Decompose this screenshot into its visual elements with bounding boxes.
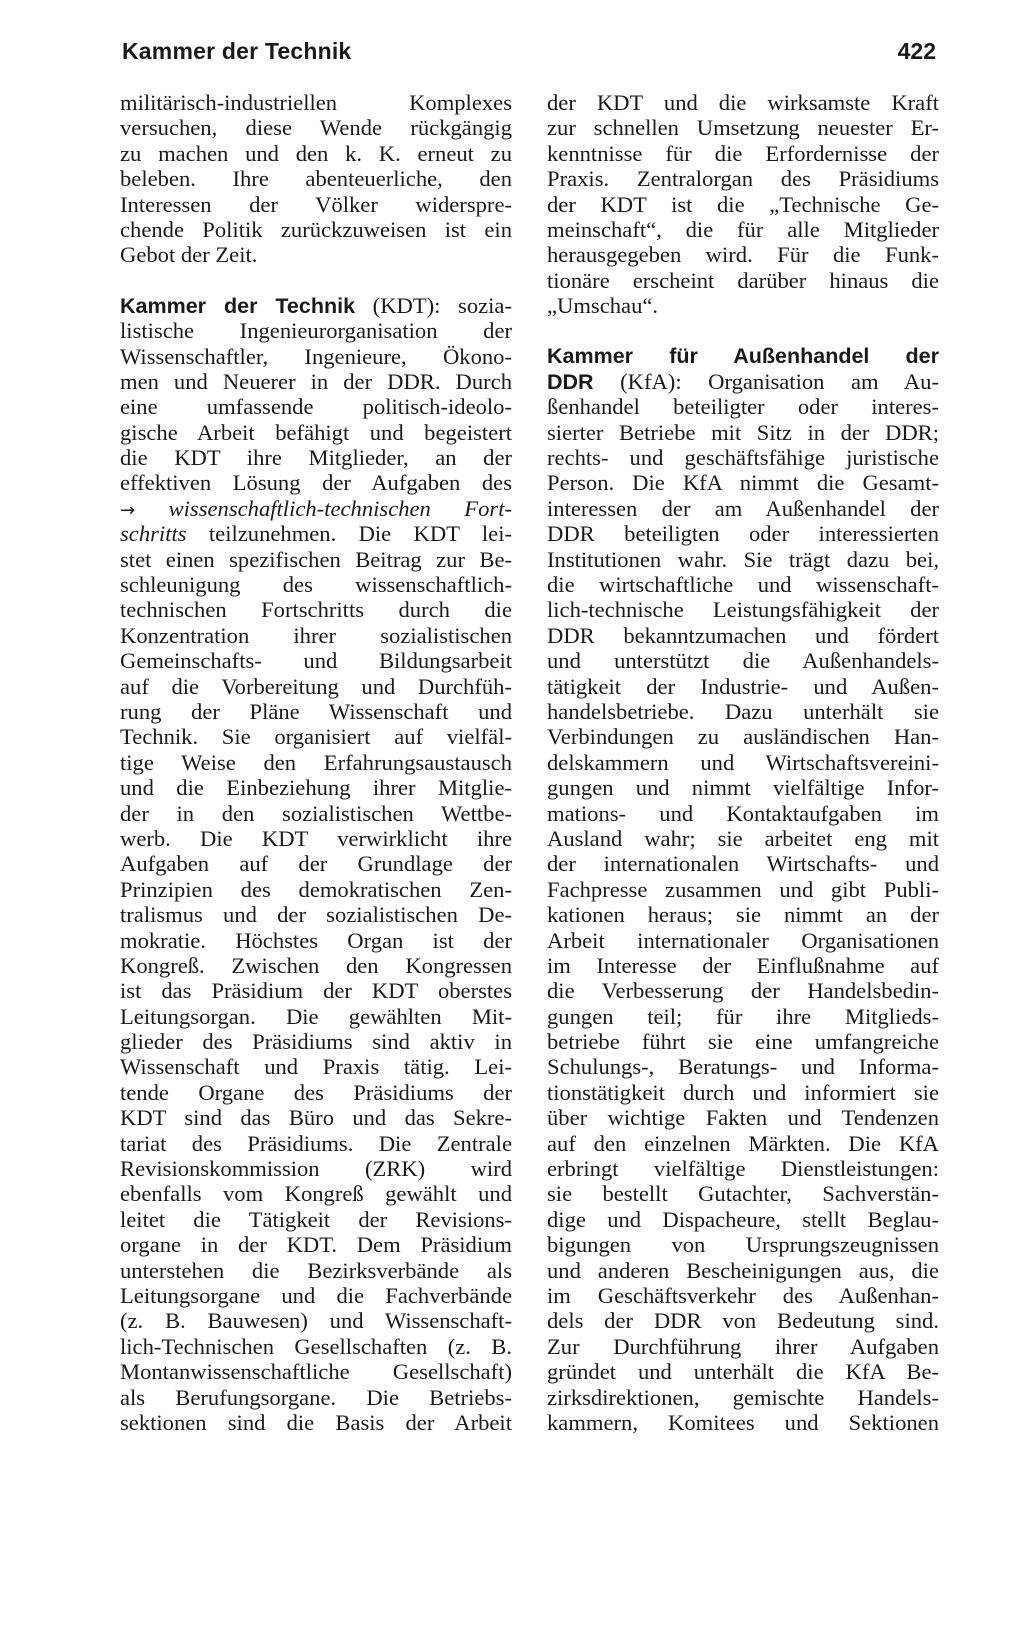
text-line: rechts- und geschäftsfähige juristische [547, 445, 939, 471]
text-line: und unterstützt die Außenhandels- [547, 648, 939, 674]
text-line: als Berufungsorgane. Die Betriebs- [120, 1384, 512, 1410]
text-line: Aufgaben auf der Grundlage der [120, 851, 512, 877]
text-line: Zur Durchführung ihrer Aufgaben [547, 1333, 939, 1359]
text-line: die Verbesserung der Handelsbedin- [547, 978, 939, 1004]
text-line: bigungen von Ursprungszeugnissen [547, 1232, 939, 1258]
text-line: tätigkeit der Industrie- und Außen- [547, 673, 939, 699]
text-line: Montanwissenschaftliche Gesellschaft) [120, 1359, 512, 1385]
continued-entry-text [120, 90, 512, 268]
page-number: 422 [897, 38, 936, 64]
text-line: (z. B. Bauwesen) und Wissenschaft- [120, 1308, 512, 1334]
text-line: dels der DDR von Bedeutung sind. [547, 1308, 939, 1334]
cross-reference-link[interactable]: wissenschaftlich-technischen Fort- [168, 495, 512, 521]
text-line: versuchen, diese Wende rückgängig [120, 115, 512, 141]
paragraph-gap [120, 268, 512, 293]
text-line: Revisionskommission (ZRK) wird [120, 1156, 512, 1182]
text-line: zu machen und den k. K. erneut zu [120, 140, 512, 166]
entry-body [547, 394, 939, 1435]
entry-kammer-der-technik [120, 293, 512, 1436]
text-line: im Geschäftsverkehr des Außenhan- [547, 1282, 939, 1308]
entry-abbrev: (KDT): sozia- [355, 292, 512, 318]
text-line: schleunigung des wissenschaftlich- [120, 572, 512, 598]
cross-reference-link-cont[interactable]: schritts [120, 521, 187, 547]
text-line: der KDT ist die „Technische Ge- [547, 191, 939, 217]
text-line: effektiven Lösung der Aufgaben des [120, 470, 512, 496]
text-line: tionäre erscheint darüber hinaus die [547, 267, 939, 293]
text-line: Technik. Sie organisiert auf vielfäl- [120, 724, 512, 750]
text-line: eine umfassende politisch-ideolo- [120, 394, 512, 420]
text-line: die KDT ihre Mitglieder, an der [120, 445, 512, 471]
text-line: im Interesse der Einflußnahme auf [547, 952, 939, 978]
text-line: tionstätigkeit durch und informiert sie [547, 1079, 939, 1105]
text-line: beleben. Ihre abenteuerliche, den [120, 166, 512, 192]
text-line: kammern, Komitees und Sektionen [547, 1409, 939, 1435]
text-line: DDR beteiligten oder interessierten [547, 521, 939, 547]
text-line: lich-technische Leistungsfähigkeit der [547, 597, 939, 623]
text-line: delskammern und Wirtschaftsvereini- [547, 749, 939, 775]
text-line: technischen Fortschritts durch die [120, 597, 512, 623]
text-line: organe in der KDT. Dem Präsidium [120, 1232, 512, 1258]
text-line: und die Einbeziehung ihrer Mitglie- [120, 775, 512, 801]
text-line: zirksdirektionen, gemischte Handels- [547, 1384, 939, 1410]
left-column [120, 90, 512, 1435]
text-line: kationen heraus; sie nimmt an der [547, 902, 939, 928]
cross-reference-after: teilzunehmen. Die KDT lei- [186, 521, 512, 547]
text-line: herausgegeben wird. Für die Funk- [547, 242, 939, 268]
text-line: der in den sozialistischen Wettbe- [120, 800, 512, 826]
text-line: Wissenschaftler, Ingenieure, Ökono- [120, 343, 512, 369]
text-line: betriebe führt sie eine umfangreiche [547, 1029, 939, 1055]
text-line: auf den einzelnen Märkten. Die KfA [547, 1130, 939, 1156]
text-line: tralismus und der sozialistischen De- [120, 902, 512, 928]
text-line: und anderen Bescheinigungen aus, die [547, 1257, 939, 1283]
entry-first-line [120, 293, 512, 318]
text-line: rung der Pläne Wissenschaft und [120, 698, 512, 724]
text-line: tende Organe des Präsidiums der [120, 1079, 512, 1105]
cross-reference-line-1 [120, 496, 512, 521]
text-line: leitet die Tätigkeit der Revisions- [120, 1206, 512, 1232]
entry-headword-line-1: Kammer für Außenhandel der [547, 343, 939, 368]
continued-entry-text [547, 90, 939, 319]
page-header [122, 38, 936, 74]
text-line: Konzentration ihrer sozialistischen [120, 622, 512, 648]
text-line: zur schnellen Umsetzung neuester Er- [547, 115, 939, 141]
text-line: Wissenschaft und Praxis tätig. Lei- [120, 1054, 512, 1080]
text-line: Person. Die KfA nimmt die Gesamt- [547, 470, 939, 496]
text-line: militärisch-industriellen Komplexes [120, 90, 512, 115]
right-column [547, 90, 939, 1435]
text-line: tariat des Präsidiums. Die Zentrale [120, 1130, 512, 1156]
text-line: ßenhandel beteiligter oder interes- [547, 394, 939, 420]
cross-reference-arrow-icon: → [120, 499, 136, 521]
text-line: gische Arbeit befähigt und begeistert [120, 419, 512, 445]
text-line: Leitungsorgan. Die gewählten Mit- [120, 1003, 512, 1029]
text-line: Fachpresse zusammen und gibt Publi- [547, 876, 939, 902]
text-line: Praxis. Zentralorgan des Präsidiums [547, 166, 939, 192]
text-line: listische Ingenieurorganisation der [120, 318, 512, 344]
text-line: der KDT und die wirksamste Kraft [547, 90, 939, 115]
text-line: sierter Betriebe mit Sitz in der DDR; [547, 419, 939, 445]
text-line: chende Politik zurückzuweisen ist ein [120, 216, 512, 242]
text-line: tige Weise den Erfahrungsaustausch [120, 749, 512, 775]
text-line: mokratie. Höchstes Organ ist der [120, 927, 512, 953]
text-line: Leitungsorgane und die Fachverbände [120, 1282, 512, 1308]
text-line: interessen der am Außenhandel der [547, 495, 939, 521]
text-line: KDT sind das Büro und das Sekre- [120, 1105, 512, 1131]
text-line: werb. Die KDT verwirklicht ihre [120, 825, 512, 851]
entry-headword-line-2: DDR [547, 369, 594, 394]
text-line: handelsbetriebe. Dazu unterhält sie [547, 698, 939, 724]
text-line: der internationalen Wirtschafts- und [547, 851, 939, 877]
text-line: kenntnisse für die Erfordernisse der [547, 140, 939, 166]
text-line: meinschaft“, die für alle Mitglieder [547, 216, 939, 242]
entry-kammer-fuer-aussenhandel [547, 344, 939, 1436]
text-line: dige und Dispacheure, stellt Beglau- [547, 1206, 939, 1232]
paragraph-gap [547, 319, 939, 344]
text-line: „Umschau“. [547, 293, 659, 319]
text-line: ist das Präsidium der KDT oberstes [120, 978, 512, 1004]
text-line: gungen teil; für ihre Mitglieds- [547, 1003, 939, 1029]
entry-headword: Kammer der Technik [120, 293, 356, 318]
text-line: Interessen der Völker widerspre- [120, 191, 512, 217]
text-line: DDR bekanntzumachen und fördert [547, 622, 939, 648]
text-line: gründet und unterhält die KfA Be- [547, 1359, 939, 1385]
text-line: die wirtschaftliche und wissenschaft- [547, 572, 939, 598]
text-line: auf die Vorbereitung und Durchfüh- [120, 673, 512, 699]
text-line: men und Neuerer in der DDR. Durch [120, 368, 512, 394]
text-line: Arbeit internationaler Organisationen [547, 927, 939, 953]
text-line: Schulungs-, Beratungs- und Informa- [547, 1054, 939, 1080]
text-line: gungen und nimmt vielfältige Infor- [547, 775, 939, 801]
entry-body-part-2 [120, 547, 512, 1436]
text-line: mations- und Kontaktaufgaben im [547, 800, 939, 826]
running-head: Kammer der Technik [122, 38, 352, 64]
text-line: Verbindungen zu ausländischen Han- [547, 724, 939, 750]
text-line: Gebot der Zeit. [120, 242, 258, 268]
text-line: glieder des Präsidiums sind aktiv in [120, 1029, 512, 1055]
text-line: über wichtige Fakten und Tendenzen [547, 1105, 939, 1131]
text-line: Institutionen wahr. Sie trägt dazu bei, [547, 546, 939, 572]
entry-body-part-1 [120, 318, 512, 496]
text-line: ebenfalls vom Kongreß gewählt und [120, 1181, 512, 1207]
text-line: erbringt vielfältige Dienstleistungen: [547, 1156, 939, 1182]
text-line: sie bestellt Gutachter, Sachverstän- [547, 1181, 939, 1207]
text-line: Ausland wahr; sie arbeitet eng mit [547, 825, 939, 851]
text-line: unterstehen die Bezirksverbände als [120, 1257, 512, 1283]
text-line: sektionen sind die Basis der Arbeit [120, 1409, 512, 1435]
text-line: Kongreß. Zwischen den Kongressen [120, 952, 512, 978]
text-line: stet einen spezifischen Beitrag zur Be- [120, 546, 512, 572]
text-line: lich-Technischen Gesellschaften (z. B. [120, 1333, 512, 1359]
text-line: Gemeinschafts- und Bildungsarbeit [120, 648, 512, 674]
entry-first-line [547, 369, 939, 394]
text-line: Prinzipien des demokratischen Zen- [120, 876, 512, 902]
cross-reference-line-2 [120, 521, 512, 546]
entry-abbrev: (KfA): Organisation am Au- [593, 368, 939, 394]
